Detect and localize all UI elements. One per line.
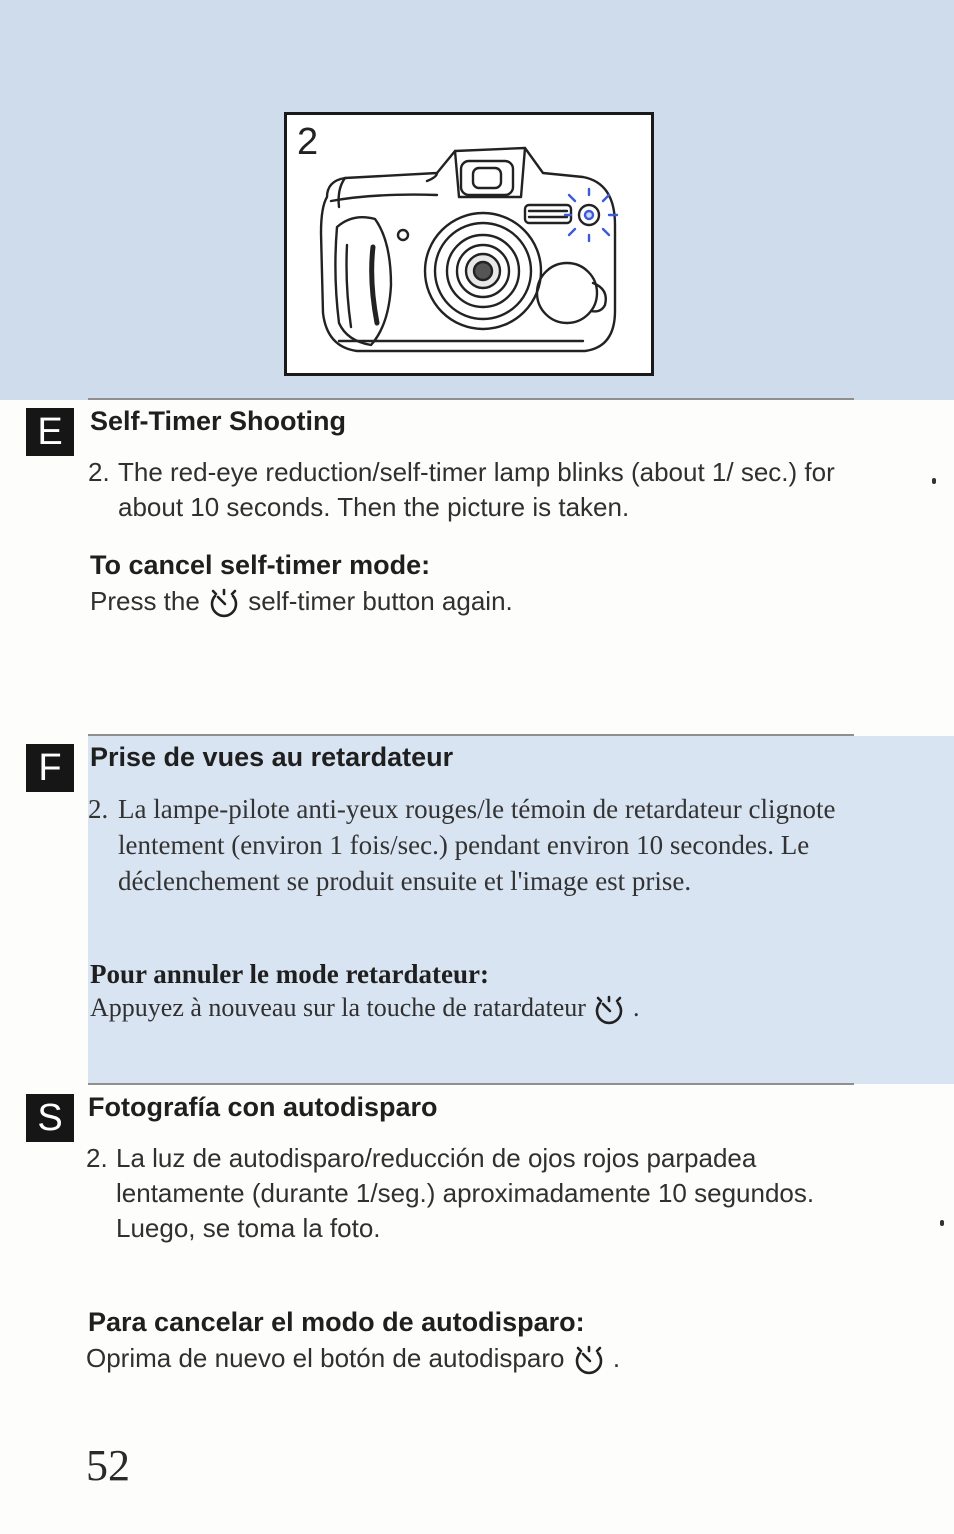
- lang-tag-fr: F: [26, 744, 74, 792]
- section-divider-fr: [88, 734, 854, 736]
- cancel-title-es: Para cancelar el modo de autodisparo:: [88, 1307, 585, 1337]
- camera-figure: [284, 112, 654, 376]
- lang-tag-es: S: [26, 1094, 74, 1142]
- self-timer-icon: [592, 995, 626, 1025]
- cancel-title-fr: Pour annuler le mode retardateur:: [90, 959, 489, 989]
- step-en: [88, 455, 848, 525]
- step-text-es: La luz de autodisparo/reducción de ojos rojos parpadea lentamente (durante 1/seg.) aproximadamente 10 segundos. Luego, se toma la foto.: [116, 1143, 815, 1243]
- section-divider-es: [88, 1083, 854, 1085]
- cancel-post-en: self-timer button again.: [248, 586, 513, 616]
- cancel-instruction-es: [86, 1343, 620, 1375]
- scan-speck: [940, 1220, 944, 1226]
- step-es: [86, 1141, 826, 1246]
- section-title-en: Self-Timer Shooting: [90, 406, 347, 436]
- cancel-instruction-en: [90, 586, 513, 618]
- cancel-pre-en: Press the: [90, 586, 200, 616]
- section-divider-en: [88, 398, 854, 400]
- lang-tag-en: E: [26, 408, 74, 456]
- scan-speck: [932, 478, 936, 484]
- cancel-pre-fr: Appuyez à nouveau sur la touche de ratardateur: [90, 993, 586, 1022]
- self-timer-icon: [572, 1345, 606, 1375]
- cancel-instruction-fr: [90, 990, 639, 1026]
- step-number-es: 2.: [86, 1143, 108, 1173]
- step-number-fr: 2.: [88, 794, 109, 824]
- page-number: 52: [86, 1441, 130, 1490]
- figure-number: 2: [297, 121, 319, 163]
- step-fr: [88, 791, 858, 899]
- french-section-band: [88, 736, 954, 1084]
- cancel-title-en: To cancel self-timer mode:: [90, 550, 431, 580]
- camera-illustration: [287, 115, 651, 373]
- cancel-pre-es: Oprima de nuevo el botón de autodisparo: [86, 1343, 565, 1373]
- step-text-en: The red-eye reduction/self-timer lamp blinks (about 1/ sec.) for about 10 seconds. Then the picture is taken.: [118, 457, 835, 522]
- cancel-post-fr: .: [632, 993, 640, 1022]
- section-title-es: Fotografía con autodisparo: [88, 1092, 438, 1122]
- cancel-post-es: .: [612, 1343, 621, 1373]
- step-number-en: 2.: [88, 457, 110, 487]
- step-text-fr: La lampe-pilote anti-yeux rouges/le témoin de retardateur clignote lentement (environ 1 fois/sec.) pendant environ 10 secondes. Le déclenchement se produit ensuite et l'image est prise.: [118, 794, 836, 896]
- self-timer-icon: [207, 588, 241, 618]
- section-title-fr: Prise de vues au retardateur: [90, 742, 454, 772]
